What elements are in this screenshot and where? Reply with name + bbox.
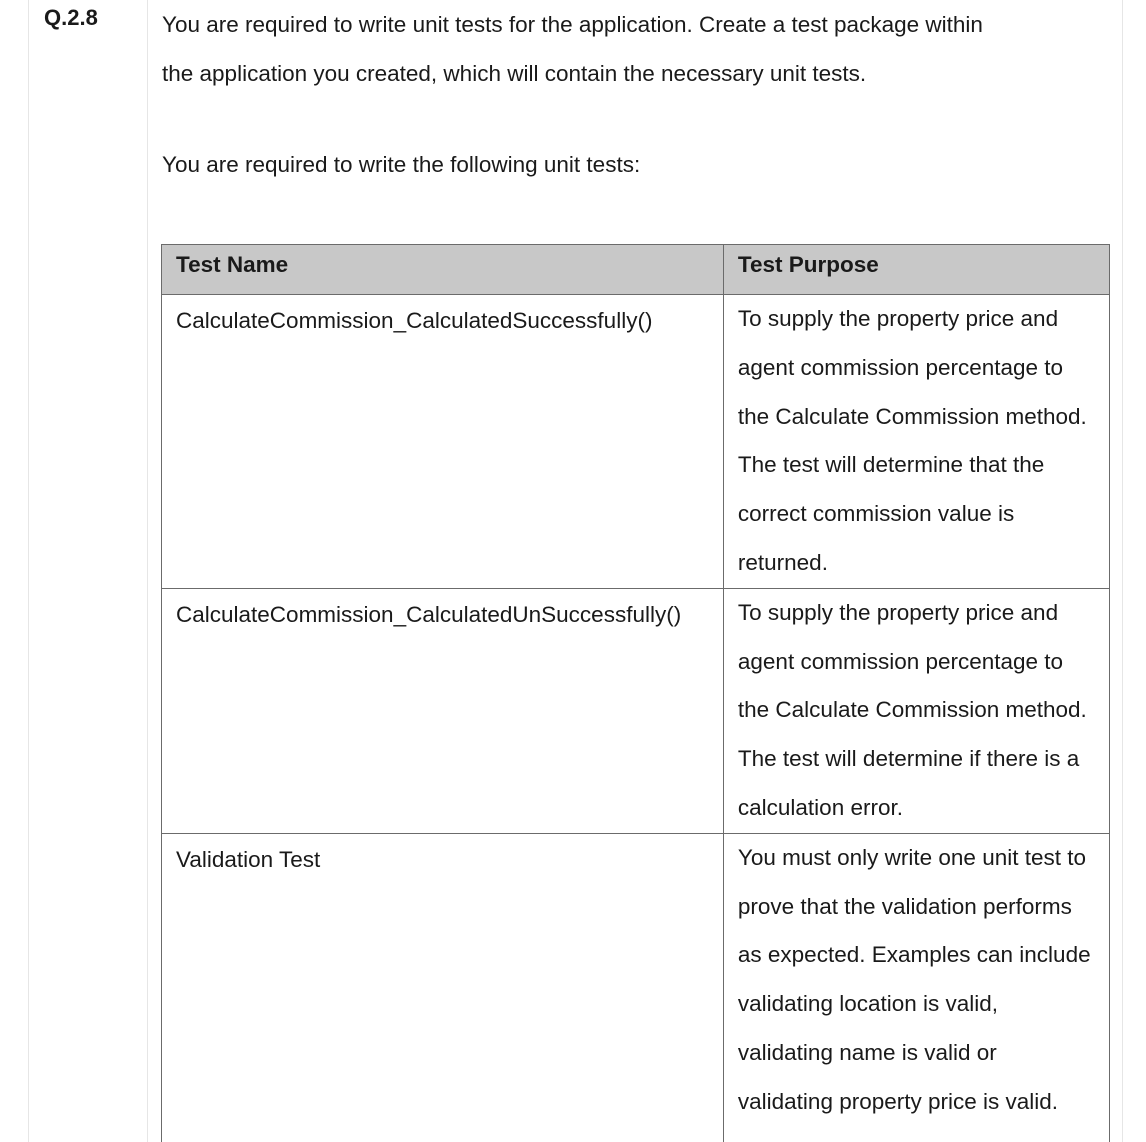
question-intro	[162, 0, 1102, 98]
header-test-name: Test Name	[162, 245, 724, 295]
test-purpose-cell: To supply the property price and agent commission percentage to the Calculate Commission method. The test will determine that the correct commission value is returned.	[723, 295, 1109, 589]
test-name-cell: Validation Test	[162, 833, 724, 1142]
table-row	[162, 833, 1110, 1142]
table-header-row	[162, 245, 1110, 295]
unit-tests-table	[161, 244, 1110, 1142]
page-border-right	[1122, 0, 1123, 1142]
table-row	[162, 295, 1110, 589]
test-purpose-cell: You must only write one unit test to prove that the validation performs as expected. Examples can include validating location is valid, validating name is valid or validating property price is valid.	[723, 833, 1109, 1142]
table-row	[162, 588, 1110, 833]
test-purpose-cell: To supply the property price and agent commission percentage to the Calculate Commission method. The test will determine if there is a calculation error.	[723, 588, 1109, 833]
question-lead: You are required to write the following unit tests:	[162, 152, 641, 177]
page-border-left	[28, 0, 29, 1142]
question-column-divider	[147, 0, 148, 1142]
test-name-cell: CalculateCommission_CalculatedUnSuccessfully()	[162, 588, 724, 833]
question-number: Q.2.8	[44, 5, 98, 30]
header-test-purpose: Test Purpose	[723, 245, 1109, 295]
test-name-cell: CalculateCommission_CalculatedSuccessfully()	[162, 295, 724, 589]
intro-line-2: the application you created, which will contain the necessary unit tests.	[162, 61, 867, 86]
intro-line-1: You are required to write unit tests for the application. Create a test package within	[162, 12, 983, 37]
